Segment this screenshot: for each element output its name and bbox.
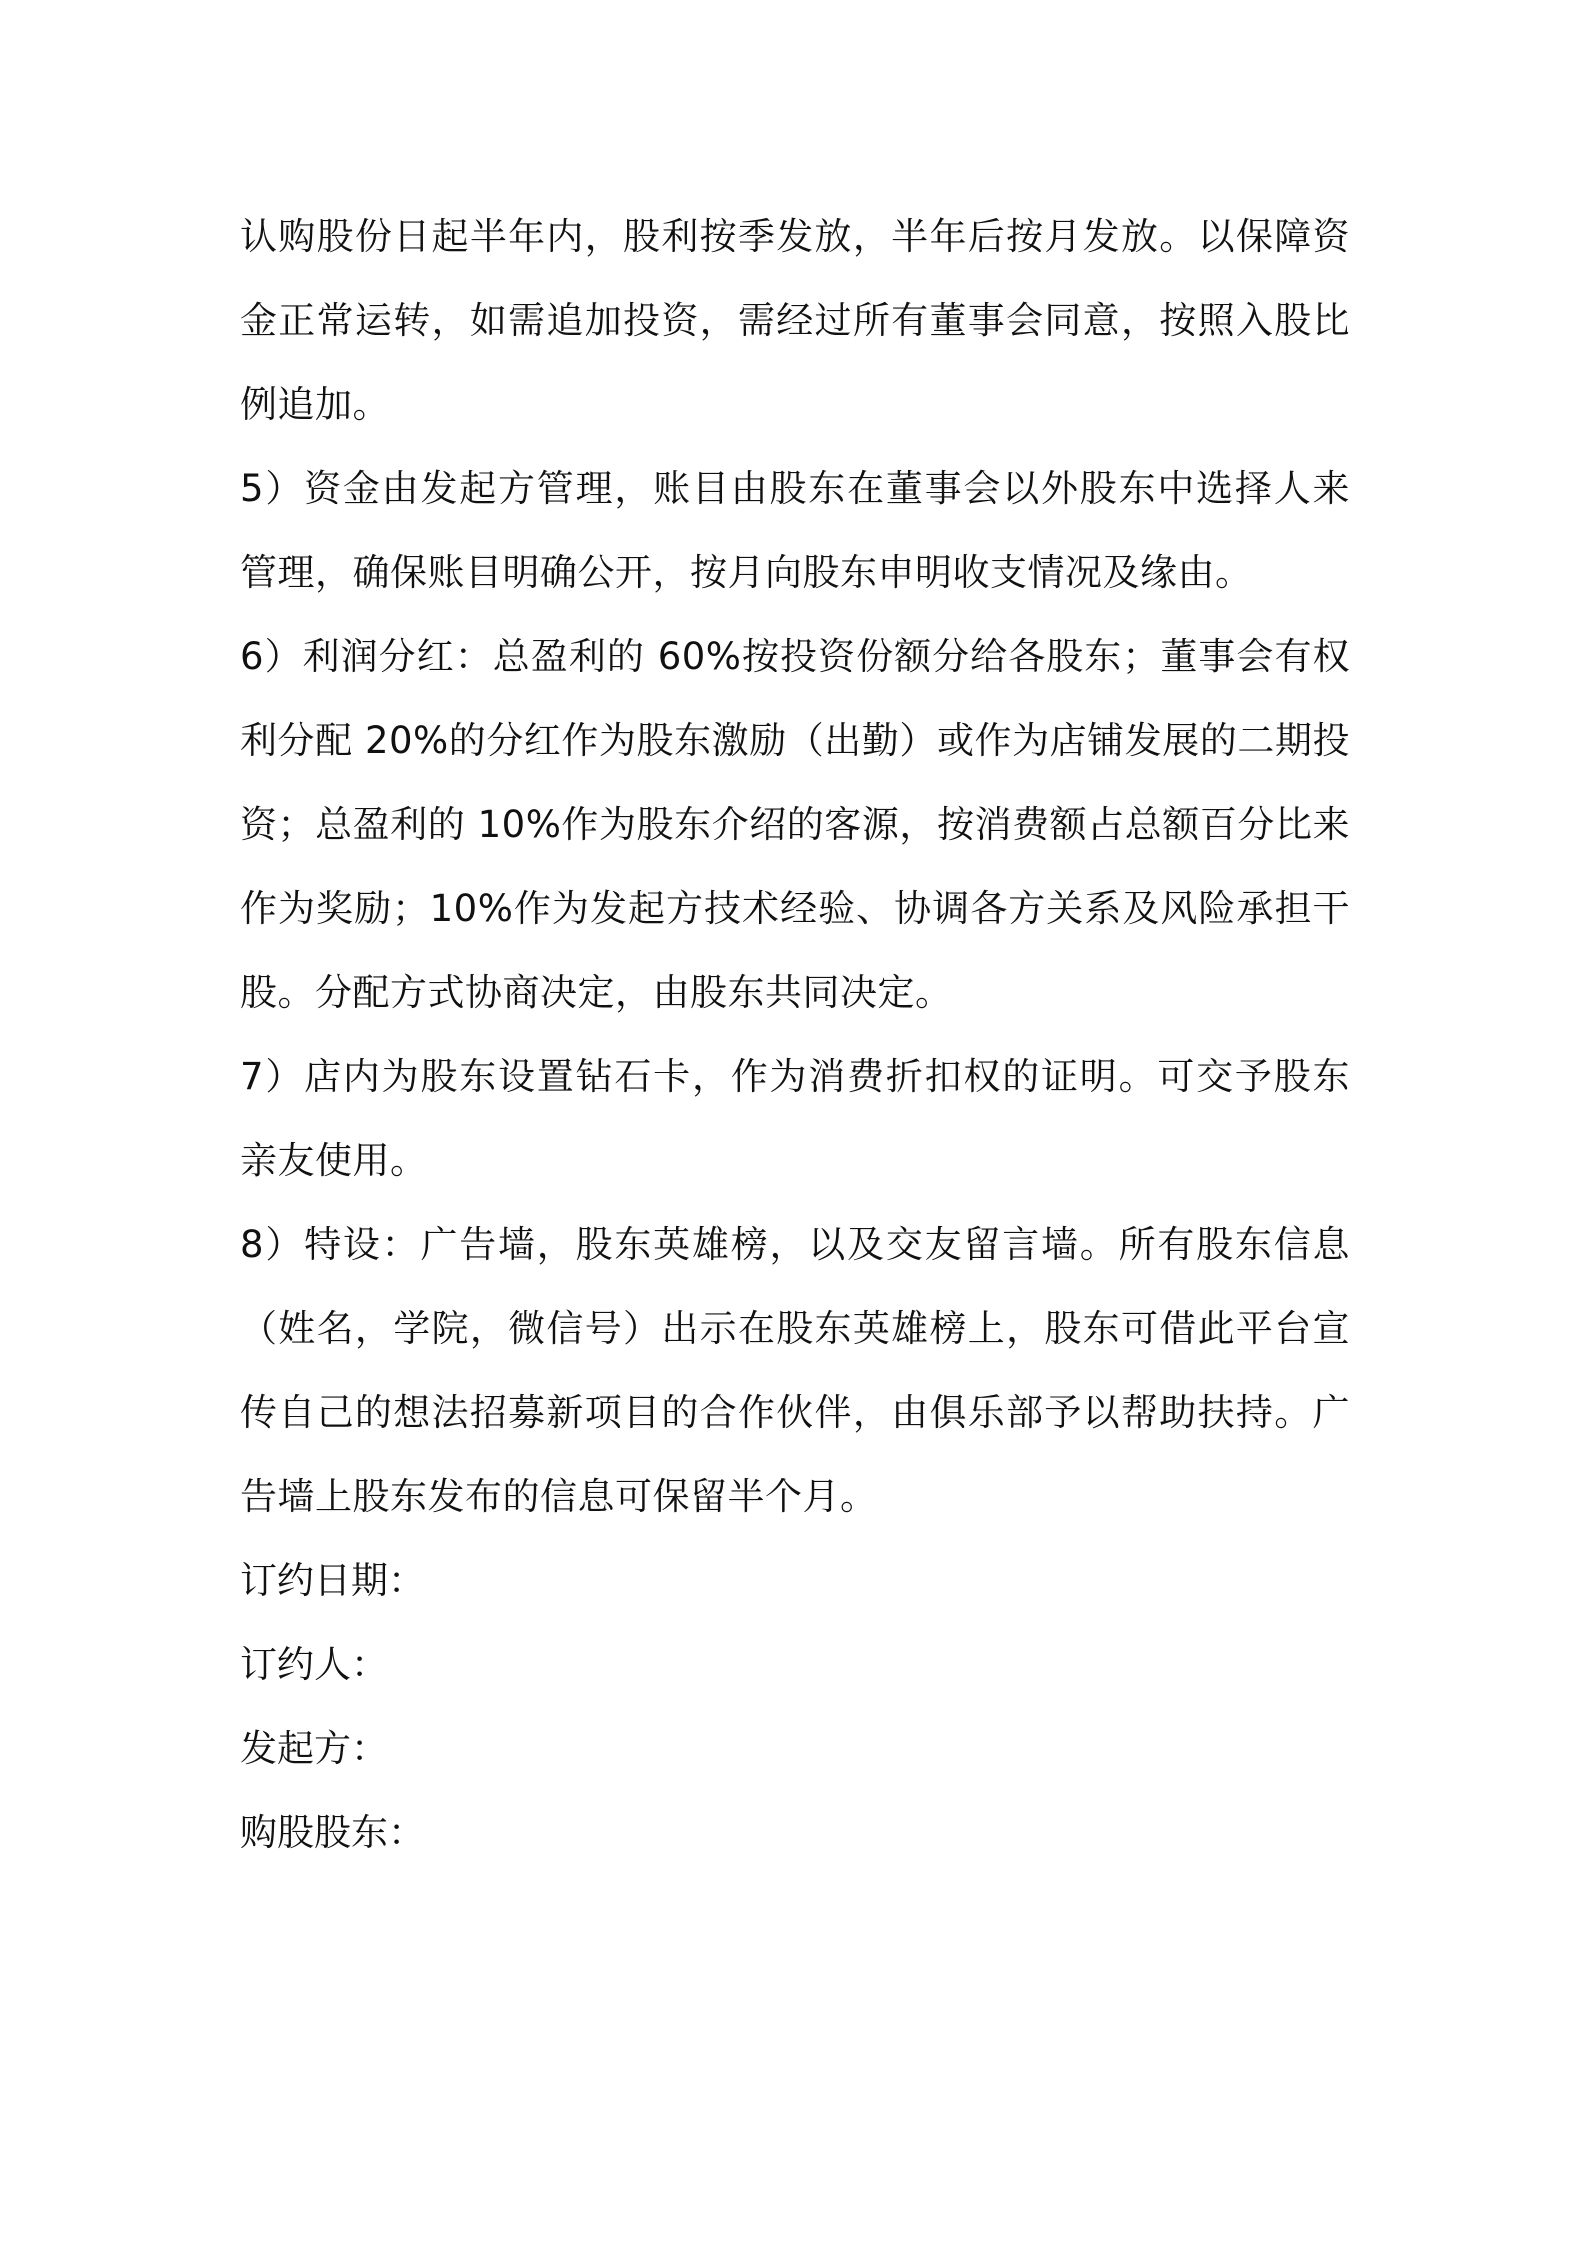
paragraph-fund-management: 5）资金由发起方管理，账目由股东在董事会以外股东中选择人来管理，确保账目明确公开，按月向股东申明收支情况及缘由。 [240, 467, 1350, 594]
document-body [240, 195, 1350, 1875]
paragraph-diamond-card: 7）店内为股东设置钻石卡，作为消费折扣权的证明。可交予股东亲友使用。 [240, 1055, 1350, 1182]
paragraph-dividend-schedule: 认购股份日起半年内，股利按季发放，半年后按月发放。以保障资金正常运转，如需追加投资，需经过所有董事会同意，按照入股比例追加。 [240, 215, 1350, 426]
signature-shareholder-label: 购股股东： [240, 1811, 425, 1854]
signature-party-label: 订约人： [240, 1643, 388, 1686]
paragraph-special-features: 8）特设：广告墙，股东英雄榜，以及交友留言墙。所有股东信息（姓名，学院，微信号）出示在股东英雄榜上，股东可借此平台宣传自己的想法招募新项目的合作伙伴，由俱乐部予以帮助扶持。广告墙上股东发布的信息可保留半个月。 [240, 1223, 1350, 1518]
paragraph-profit-sharing: 6）利润分红：总盈利的 60%按投资份额分给各股东；董事会有权利分配 20%的分红作为股东激励（出勤）或作为店铺发展的二期投资；总盈利的 10%作为股东介绍的客源，按消费额占总额百分比来作为奖励；10%作为发起方技术经验、协调各方关系及风险承担干股。分配方式协商决定，由股东共同决定。 [240, 635, 1350, 1014]
signature-initiator-label: 发起方： [240, 1727, 388, 1770]
signature-date-label: 订约日期： [240, 1559, 425, 1602]
